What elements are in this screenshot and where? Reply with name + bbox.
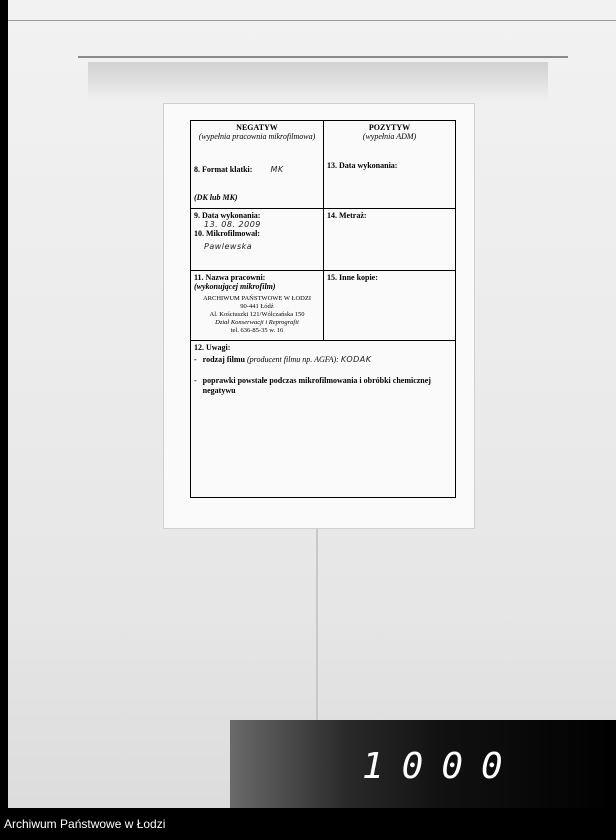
poprawki-text: poprawki powstałe podczas mikrofilmowania i obróbki chemicznej negatywu xyxy=(202,376,431,395)
microfilm-form xyxy=(190,120,456,498)
archive-stamp xyxy=(194,295,320,334)
mount-shadow xyxy=(88,62,548,102)
uwagi-cell xyxy=(191,341,455,497)
negatyw-subtitle: (wypełnia pracownia mikrofilmowa) xyxy=(198,132,316,142)
format-value: MK xyxy=(270,165,284,174)
stamp-line-1: ARCHIWUM PAŃSTWOWE W ŁODZI xyxy=(202,295,312,303)
pozytyw-subtitle: (wypełnia ADM) xyxy=(362,132,417,142)
nazwa-subtitle: (wykonującej mikrofilm) xyxy=(194,282,276,292)
film-row xyxy=(194,355,452,364)
data-value: 13. 08. 2009 xyxy=(204,220,261,230)
stamp-line-3: Al. Kościuszki 121/Wólczańska 150 xyxy=(209,310,305,318)
data-label: 9. Data wykonania: xyxy=(194,211,261,220)
stamp-line-4: Dział Konserwacji i Reprografii xyxy=(215,318,299,326)
poprawki-bullet: - xyxy=(194,376,197,386)
metraz-label: 14. Metraż: xyxy=(327,211,367,220)
film-bullet: - xyxy=(194,355,197,365)
data-cell xyxy=(191,209,324,271)
inne-label: 15. Inne kopie: xyxy=(327,273,378,282)
film-value: KODAK xyxy=(340,355,372,365)
format-note: (DK lub MK) xyxy=(194,193,238,202)
pozytyw-cell xyxy=(324,121,455,209)
nazwa-cell xyxy=(191,271,324,341)
poprawki-row xyxy=(194,376,452,394)
uwagi-label: 12. Uwagi: xyxy=(194,343,231,352)
format-field xyxy=(194,165,284,174)
mikro-label: 10. Mikrofilmował: xyxy=(194,229,261,239)
stamp-line-2: 90-441 Łódź xyxy=(240,303,274,311)
mikro-value: Pawlewska xyxy=(204,241,253,251)
archive-footer: Archiwum Państwowe w Łodzi xyxy=(0,808,616,840)
negatyw-cell xyxy=(191,121,324,209)
data-adm-label: 13. Data wykonania: xyxy=(327,161,398,170)
inne-cell xyxy=(324,271,455,341)
mount-rail-line xyxy=(78,56,568,58)
film-label-a: rodzaj filmu xyxy=(202,355,245,365)
stamp-line-5: tel. 636-85-35 w. 16 xyxy=(230,326,284,334)
frame-counter: 1000 xyxy=(362,745,521,787)
pozytyw-title: POZYTYW xyxy=(368,123,411,132)
nazwa-label: 11. Nazwa pracowni: xyxy=(194,273,266,282)
fold-line xyxy=(316,528,318,738)
format-label: 8. Format klatki: xyxy=(194,165,253,174)
metraz-cell xyxy=(324,209,455,271)
film-label-b: (producent filmu np. AGFA): xyxy=(246,355,339,365)
negatyw-title: NEGATYW xyxy=(236,123,278,132)
film-edge-line xyxy=(8,20,616,21)
